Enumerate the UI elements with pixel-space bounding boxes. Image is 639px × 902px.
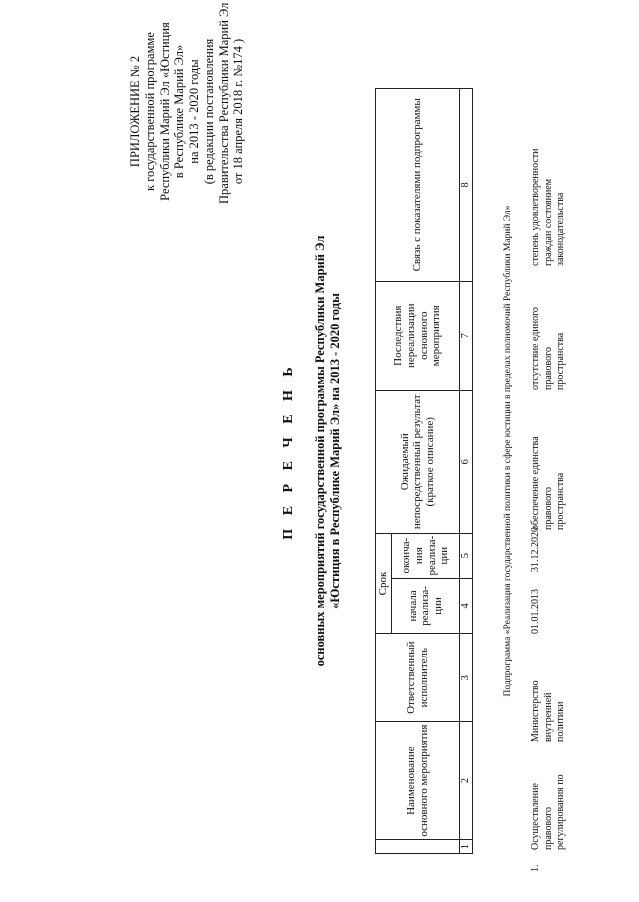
appendix-line: Республики Марий Эл «Юстиция (157, 22, 172, 201)
header-measure-name: Наименование основного мероприятия (376, 722, 460, 840)
appendix-line: (в редакции постановления (201, 38, 216, 185)
row-number: 1. (530, 864, 541, 872)
document-title: П Е Р Е Ч Е Н Ь (281, 362, 296, 540)
column-number: 7 (460, 281, 473, 390)
measures-table (375, 88, 473, 854)
column-number: 2 (460, 722, 473, 840)
header-expected-result: Ожидаемый непосредственный результат (краткое описание) (376, 390, 460, 533)
row-consequences: отсутствие единого правового пространства (530, 307, 566, 390)
header-term-start: начала реализа-ции (392, 578, 460, 634)
row-measure-name: Осуществление правового регулирования по (530, 774, 566, 850)
appendix-block (128, 2, 246, 204)
column-number: 3 (460, 634, 473, 722)
column-number: 6 (460, 390, 473, 533)
header-executor: Ответственный исполнитель (376, 634, 460, 722)
header-indicator-link: Связь с показателями подпрограммы (376, 89, 460, 282)
subtitle-line: основных мероприятий государственной программы Республики Марий Эл (313, 235, 327, 667)
column-number: 4 (460, 578, 473, 634)
row-executor: Министерство внутренней политики (530, 680, 566, 742)
column-number: 1 (460, 840, 473, 854)
appendix-line: ПРИЛОЖЕНИЕ № 2 (128, 55, 142, 168)
subtitle-line: «Юстиция в Республике Марий Эл» на 2013 - 2020 годы (328, 293, 342, 609)
appendix-line: в Республике Марий Эл» (172, 44, 187, 179)
row-end-date: 31.12.2020 (530, 527, 541, 572)
column-number: 8 (460, 89, 473, 282)
row-start-date: 01.01.2013 (530, 589, 541, 634)
appendix-line: к государственной программе (142, 32, 157, 191)
header-col-number (376, 840, 460, 854)
document-subtitle (313, 0, 343, 902)
appendix-line: Правительства Республики Марий Эл (216, 2, 231, 204)
appendix-line: на 2013 - 2020 годы (187, 59, 201, 164)
row-expected-result: обеспечение единства правового пространства (530, 436, 566, 530)
subprogram-heading: Подпрограмма «Реализация государственной политики в сфере юстиции в пределах полномочий Республики Марий Эл» (503, 205, 513, 697)
row-indicator-link: степень удовлетворенности граждан состоянием законодательства (530, 148, 566, 266)
appendix-line: от 18 апреля 2018 г. №174 ) (231, 38, 246, 185)
header-term-end: оконча-ния реализа-ции (392, 533, 460, 578)
header-term: Срок (376, 533, 392, 634)
column-number: 5 (460, 533, 473, 578)
header-consequences: Последствия нереализации основного мероприятия (376, 281, 460, 390)
